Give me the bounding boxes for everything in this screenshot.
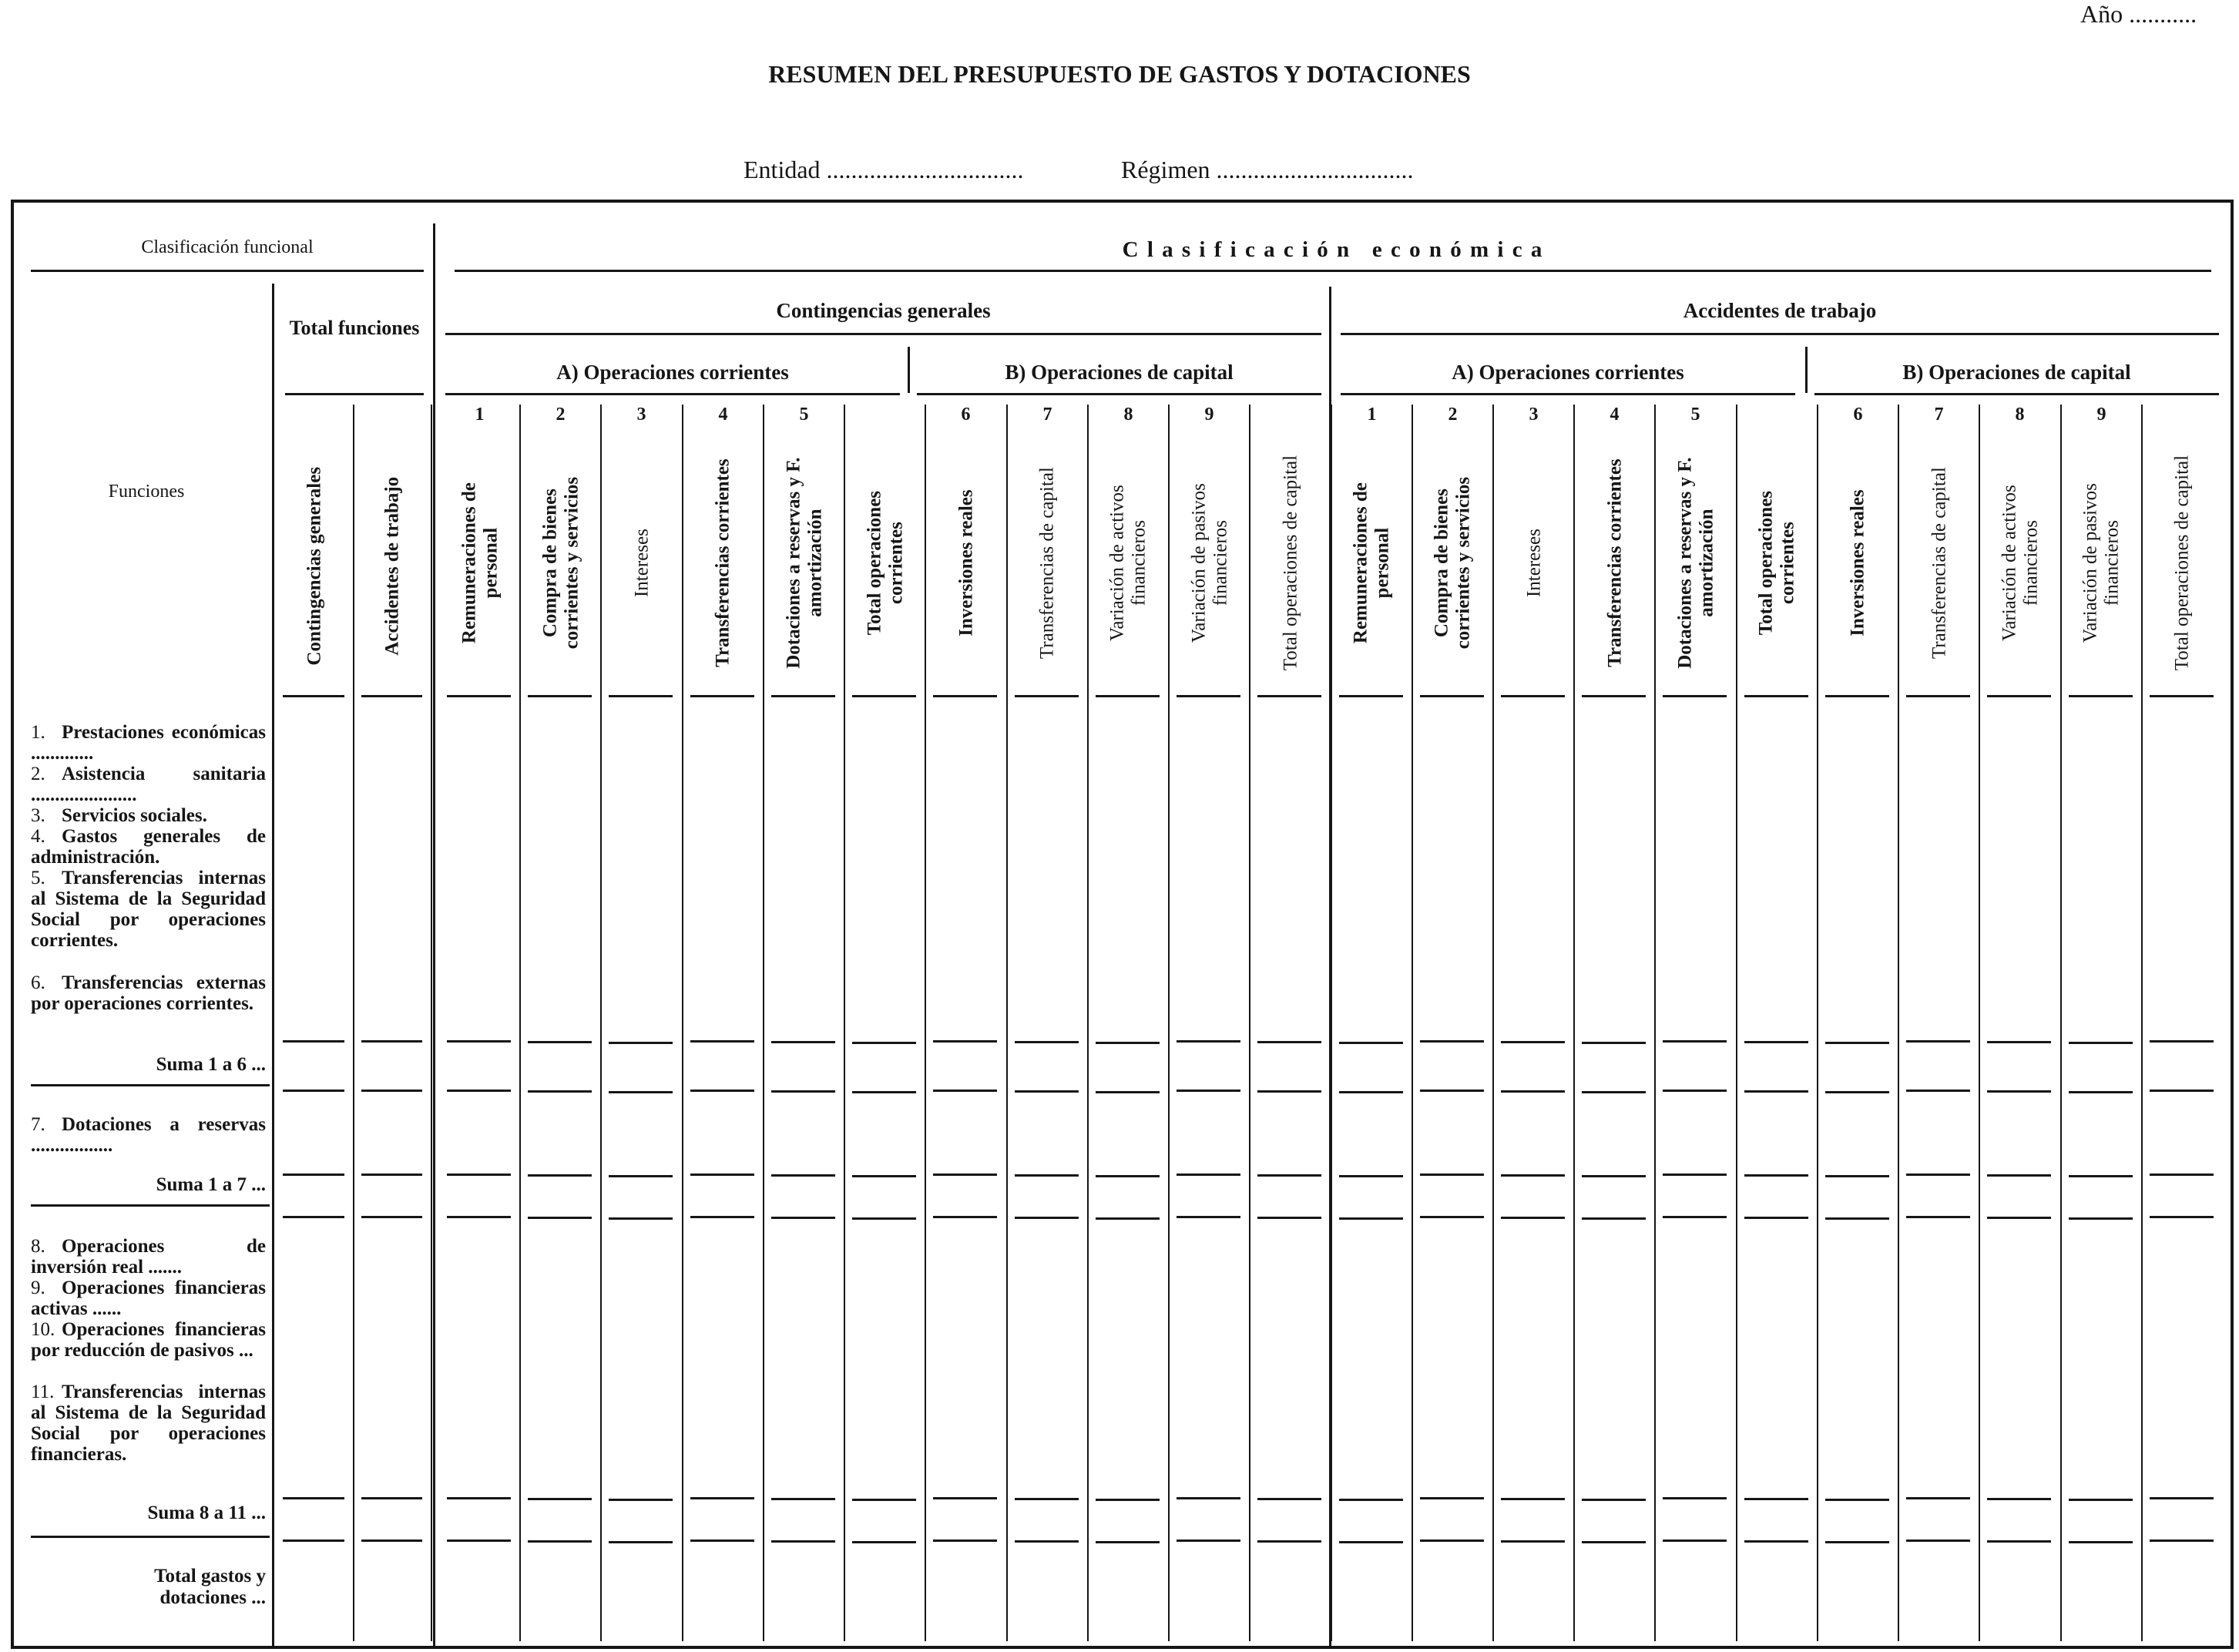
row-dash — [1015, 1540, 1079, 1543]
econ-col-divider — [1492, 405, 1494, 1641]
econ-col-label: Total operaciones de capital — [1279, 455, 1301, 671]
row-transferencias-externas: 6. Transferencias externas por operaciones corrientes. — [31, 972, 266, 1014]
row-dash — [1177, 1216, 1240, 1218]
row-dash — [1339, 1541, 1403, 1543]
row-dash — [1257, 1540, 1321, 1543]
econ-col-label: Variación de pasivos financieros — [2080, 483, 2123, 643]
row-dash — [1420, 1090, 1484, 1092]
econ-col-divider — [1331, 405, 1332, 1641]
row-asistencia: 2. Asistencia sanitaria ...................... — [31, 764, 266, 805]
row-transferencias-financieras: 11. Transferencias internas al Sistema de la Seguridad Social por operaciones financieras. — [31, 1382, 266, 1465]
header-underline — [2150, 695, 2214, 697]
header-underline — [1015, 695, 1079, 697]
econ-col-divider — [519, 405, 521, 1641]
row-dash — [690, 1174, 754, 1176]
row-dash — [1339, 1091, 1403, 1093]
econ-col-divider — [1979, 405, 1980, 1641]
subgroup-at-capital: B) Operaciones de capital — [1902, 361, 2131, 384]
row-dash — [1257, 1498, 1321, 1500]
group-accidentes: Accidentes de trabajo — [1683, 299, 1877, 322]
header-underline — [852, 695, 916, 697]
row-dash — [609, 1091, 673, 1093]
row-dash — [690, 1216, 754, 1218]
row-dash — [1825, 1175, 1889, 1177]
header-underline — [283, 695, 344, 697]
rule-row-sum17 — [31, 1204, 270, 1207]
row-dash — [1906, 1090, 1970, 1092]
row-dash — [1177, 1540, 1240, 1542]
header-underline — [2069, 695, 2133, 697]
subgroup-cg-corrientes: A) Operaciones corrientes — [556, 361, 789, 384]
row-dash — [852, 1175, 916, 1177]
row-dash — [528, 1217, 592, 1219]
economic-header: C l a s i f i c a c i ó n e c o n ó m i c a — [1122, 237, 1544, 262]
econ-col-label: Inversiones reales — [955, 489, 976, 637]
row-dash — [1582, 1175, 1646, 1177]
row-dash — [852, 1499, 916, 1501]
row-dash — [1663, 1090, 1727, 1092]
header-underline — [609, 695, 673, 697]
rule-row-sum16 — [31, 1084, 270, 1086]
row-dash — [1663, 1497, 1727, 1499]
row-dash — [447, 1216, 511, 1218]
row-dash — [933, 1090, 997, 1092]
row-dash — [1015, 1041, 1079, 1043]
row-dash — [1339, 1175, 1403, 1177]
row-dash — [2069, 1541, 2133, 1543]
rule-sub-3 — [1341, 393, 1795, 395]
row-dash — [771, 1498, 835, 1500]
row-dash — [1663, 1540, 1727, 1542]
econ-col-divider — [1412, 405, 1413, 1641]
rule-sub-1 — [445, 393, 900, 395]
col-number: 3 — [636, 405, 646, 425]
row-dash — [1582, 1091, 1646, 1093]
row-dash — [2069, 1499, 2133, 1501]
col-number: 6 — [961, 405, 971, 425]
year-label: Año ........... — [2080, 0, 2197, 28]
row-dash — [1257, 1217, 1321, 1219]
econ-col-divider — [1249, 405, 1250, 1641]
header-underline — [1501, 695, 1565, 697]
econ-col-divider — [925, 405, 926, 1641]
row-dash — [1663, 1040, 1727, 1043]
row-dash — [1096, 1499, 1160, 1501]
functions-label: Funciones — [108, 482, 185, 502]
row-dash — [771, 1041, 835, 1043]
row-dash — [1420, 1497, 1484, 1499]
econ-col-divider — [1006, 405, 1008, 1641]
econ-col-label: Total operaciones corrientes — [1755, 491, 1798, 636]
econ-col-label: Intereses — [1522, 529, 1544, 598]
row-dash — [1096, 1217, 1160, 1220]
row-dash — [1744, 1041, 1808, 1043]
row-dash — [1744, 1174, 1808, 1177]
row-dash — [283, 1497, 344, 1499]
header-underline — [1987, 695, 2051, 697]
table-left-border — [11, 200, 14, 1649]
row-dash — [1420, 1216, 1484, 1218]
rule-total — [285, 393, 424, 395]
row-dash — [1501, 1041, 1565, 1043]
col-number: 2 — [556, 405, 566, 425]
header-underline — [1339, 695, 1403, 697]
row-dash — [2069, 1091, 2133, 1093]
row-dash — [1825, 1217, 1889, 1220]
col-number: 1 — [475, 405, 485, 425]
row-dash — [447, 1090, 511, 1092]
row-dash — [1177, 1040, 1240, 1043]
row-dash — [1663, 1174, 1727, 1176]
header-underline — [447, 695, 511, 697]
row-dash — [361, 1090, 423, 1092]
header-underline — [528, 695, 592, 697]
header-underline — [1096, 695, 1160, 697]
econ-col-label: Dotaciones a reservas y F. amortización — [1674, 457, 1717, 670]
header-underline — [933, 695, 997, 697]
row-dash — [447, 1174, 511, 1176]
col-number: 5 — [1690, 405, 1700, 425]
row-dash — [1501, 1217, 1565, 1219]
row-dash — [361, 1216, 423, 1218]
row-dash — [1257, 1174, 1321, 1177]
row-financieras-activas: 9. Operaciones financieras activas ...... — [31, 1278, 266, 1319]
econ-col-label: Compra de bienes corrientes y servicios — [1431, 477, 1474, 650]
sum-1-7: Suma 1 a 7 ... — [156, 1174, 266, 1195]
header-underline — [1582, 695, 1646, 697]
row-dash — [1096, 1541, 1160, 1543]
row-dash — [1906, 1174, 1970, 1176]
econ-col-label: Intereses — [631, 529, 653, 598]
row-dash — [1582, 1541, 1646, 1543]
row-dash — [771, 1090, 835, 1093]
row-dash — [1987, 1540, 2051, 1543]
header-underline — [1663, 695, 1727, 697]
row-dash — [283, 1216, 344, 1218]
row-dash — [1906, 1497, 1970, 1499]
row-dash — [1177, 1174, 1240, 1176]
row-dash — [1825, 1091, 1889, 1093]
group-contingencias: Contingencias generales — [776, 299, 991, 322]
sum-1-6: Suma 1 a 6 ... — [156, 1054, 266, 1075]
row-dash — [1257, 1041, 1321, 1043]
row-dash — [1987, 1217, 2051, 1219]
row-dash — [1744, 1498, 1808, 1500]
row-dash — [690, 1497, 754, 1499]
econ-col-label: Transferencias corrientes — [712, 458, 733, 668]
row-dash — [1825, 1541, 1889, 1543]
row-dash — [1501, 1540, 1565, 1543]
row-dash — [1906, 1216, 1970, 1218]
row-dash — [447, 1497, 511, 1499]
header-underline — [1906, 695, 1970, 697]
row-dash — [1177, 1497, 1240, 1499]
row-dash — [1096, 1042, 1160, 1044]
col-number: 2 — [1448, 405, 1458, 425]
row-dash — [690, 1040, 754, 1043]
row-dash — [361, 1497, 423, 1499]
econ-col-label: Compra de bienes corrientes y servicios — [539, 477, 582, 650]
divider-total — [433, 223, 435, 1646]
row-dash — [690, 1090, 754, 1092]
row-dash — [1744, 1217, 1808, 1219]
econ-col-label: Variación de activos financieros — [1998, 485, 2041, 642]
col-number: 4 — [718, 405, 728, 425]
row-dash — [283, 1540, 344, 1542]
col-number: 9 — [1204, 405, 1214, 425]
row-dash — [528, 1498, 592, 1500]
total-col-divider — [353, 405, 354, 1641]
row-dash — [609, 1175, 673, 1177]
row-dash — [2150, 1216, 2214, 1218]
row-dash — [933, 1174, 997, 1176]
row-dash — [933, 1040, 997, 1043]
econ-col-label: Variación de activos financieros — [1106, 485, 1150, 642]
header-underline — [1744, 695, 1808, 697]
econ-col-divider — [682, 405, 683, 1641]
row-dash — [2150, 1540, 2214, 1542]
row-dash — [1015, 1090, 1079, 1093]
row-dash — [1339, 1217, 1403, 1220]
row-dash — [1744, 1090, 1808, 1093]
col-number: 7 — [1934, 405, 1944, 425]
row-dash — [852, 1217, 916, 1220]
row-dash — [1744, 1540, 1808, 1543]
rule-sub-4 — [1814, 393, 2219, 395]
row-dash — [361, 1040, 423, 1043]
row-dash — [1987, 1498, 2051, 1500]
row-dash — [1825, 1499, 1889, 1501]
table-bottom-border — [11, 1646, 2234, 1649]
row-dash — [933, 1216, 997, 1218]
econ-col-divider — [600, 405, 602, 1641]
regime-field[interactable]: Régimen ................................ — [1121, 156, 1414, 183]
row-dash — [1987, 1090, 2051, 1093]
econ-col-label: Remuneraciones de personal — [1350, 482, 1393, 644]
row-dash — [609, 1217, 673, 1220]
econ-col-divider — [844, 405, 845, 1641]
row-dash — [1663, 1216, 1727, 1218]
col-number: 6 — [1853, 405, 1863, 425]
row-dash — [609, 1541, 673, 1543]
row-dash — [528, 1174, 592, 1177]
page-title: RESUMEN DEL PRESUPUESTO DE GASTOS Y DOTACIONES — [768, 60, 1471, 88]
row-dash — [1420, 1040, 1484, 1043]
col-number: 3 — [1529, 405, 1539, 425]
header-underline — [1420, 695, 1484, 697]
row-inversion: 8. Operaciones de inversión real ....... — [31, 1236, 266, 1278]
row-dotaciones: 7. Dotaciones a reservas ................. — [31, 1114, 266, 1156]
subgroup-at-corrientes: A) Operaciones corrientes — [1452, 361, 1684, 384]
row-dash — [2150, 1497, 2214, 1499]
row-dash — [1339, 1042, 1403, 1044]
row-dash — [1906, 1540, 1970, 1542]
header-underline — [690, 695, 754, 697]
row-dash — [361, 1540, 423, 1542]
econ-col-label: Transferencias de capital — [1928, 467, 1949, 660]
header-underline — [1257, 695, 1321, 697]
econ-col-divider — [1736, 405, 1737, 1641]
econ-col-divider — [1898, 405, 1899, 1641]
header-underline — [1825, 695, 1889, 697]
rule-functional — [31, 270, 424, 272]
econ-col-divider — [1087, 405, 1089, 1641]
row-dash — [1501, 1174, 1565, 1177]
total-gastos: Total gastos y dotaciones ... — [154, 1566, 266, 1608]
row-dash — [1015, 1498, 1079, 1500]
econ-col-label: Dotaciones a reservas y F. amortización — [782, 457, 825, 670]
row-dash — [1906, 1040, 1970, 1043]
total-col-label: Contingencias generales — [303, 467, 324, 666]
econ-col-divider — [2060, 405, 2062, 1641]
econ-col-divider — [763, 405, 764, 1641]
row-dash — [2069, 1042, 2133, 1044]
rule-economic — [455, 270, 2211, 272]
row-dash — [1339, 1499, 1403, 1501]
row-dash — [771, 1217, 835, 1219]
row-dash — [447, 1040, 511, 1043]
econ-col-label: Inversiones reales — [1847, 489, 1868, 637]
sum-8-11: Suma 8 a 11 ... — [147, 1503, 266, 1523]
row-dash — [1420, 1540, 1484, 1542]
row-dash — [1825, 1042, 1889, 1044]
row-dash — [528, 1041, 592, 1043]
row-dash — [361, 1174, 423, 1176]
row-dash — [1420, 1174, 1484, 1176]
row-gastos-generales: 4. Gastos generales de administración. — [31, 826, 266, 868]
econ-col-divider — [1168, 405, 1170, 1641]
rule-group-at — [1341, 333, 2219, 335]
row-dash — [1015, 1217, 1079, 1219]
row-dash — [609, 1499, 673, 1501]
econ-col-label: Total operaciones de capital — [2171, 455, 2193, 671]
row-dash — [2069, 1175, 2133, 1177]
econ-col-divider — [2141, 405, 2143, 1641]
row-dash — [1177, 1090, 1240, 1092]
entity-field[interactable]: Entidad ................................ — [744, 156, 1024, 183]
divider-sub-cg — [908, 347, 910, 393]
row-dash — [852, 1091, 916, 1093]
row-dash — [1987, 1174, 2051, 1177]
row-dash — [283, 1040, 344, 1043]
rule-sub-2 — [917, 393, 1321, 395]
header-underline — [361, 695, 423, 697]
econ-col-divider — [1817, 405, 1818, 1641]
row-dash — [2069, 1217, 2133, 1220]
econ-col-label: Transferencias de capital — [1036, 467, 1058, 660]
row-dash — [771, 1174, 835, 1177]
col-number: 4 — [1610, 405, 1620, 425]
row-dash — [1096, 1091, 1160, 1093]
row-dash — [283, 1174, 344, 1176]
row-dash — [852, 1042, 916, 1044]
econ-col-label: Variación de pasivos financieros — [1187, 483, 1230, 643]
row-servicios: 3. Servicios sociales. — [31, 805, 207, 826]
header-underline — [1177, 695, 1240, 697]
col-number: 8 — [2015, 405, 2025, 425]
row-dash — [1257, 1090, 1321, 1093]
total-functions-header: Total funciones — [289, 317, 420, 339]
row-dash — [2150, 1174, 2214, 1176]
row-dash — [1501, 1090, 1565, 1093]
row-dash — [1096, 1175, 1160, 1177]
rule-group-cg — [445, 333, 1321, 335]
total-col-label: Accidentes de trabajo — [381, 477, 403, 656]
rule-row-sum811 — [31, 1536, 270, 1538]
econ-col-label: Transferencias corrientes — [1603, 458, 1625, 668]
subgroup-cg-capital: B) Operaciones de capital — [1005, 361, 1234, 384]
total-col-divider — [431, 405, 432, 1641]
functional-header: Clasificación funcional — [141, 237, 314, 257]
row-financieras-pasivos: 10. Operaciones financieras por reducción de pasivos ... — [31, 1319, 266, 1361]
table-top-border — [11, 200, 2234, 203]
row-dash — [2150, 1040, 2214, 1043]
divider-sub-at — [1805, 347, 1808, 393]
row-dash — [690, 1540, 754, 1542]
econ-col-label: Remuneraciones de personal — [458, 482, 501, 644]
row-dash — [528, 1540, 592, 1543]
row-dash — [1582, 1499, 1646, 1501]
row-dash — [1582, 1217, 1646, 1220]
col-number: 8 — [1123, 405, 1133, 425]
row-prestaciones: 1. Prestaciones económicas ............. — [31, 722, 266, 764]
row-dash — [1987, 1041, 2051, 1043]
row-dash — [771, 1540, 835, 1543]
table-right-border — [2231, 200, 2234, 1649]
row-dash — [447, 1540, 511, 1542]
row-dash — [933, 1497, 997, 1499]
row-transferencias-internas: 5. Transferencias internas al Sistema de la Seguridad Social por operaciones corrientes. — [31, 868, 266, 951]
col-number: 5 — [799, 405, 809, 425]
col-number: 9 — [2096, 405, 2106, 425]
row-dash — [1582, 1042, 1646, 1044]
econ-col-label: Total operaciones corrientes — [863, 491, 906, 636]
row-dash — [2150, 1090, 2214, 1092]
econ-col-divider — [1573, 405, 1575, 1641]
col-number: 7 — [1042, 405, 1052, 425]
econ-col-divider — [1654, 405, 1656, 1641]
header-underline — [771, 695, 835, 697]
row-dash — [528, 1090, 592, 1093]
row-dash — [609, 1042, 673, 1044]
row-dash — [852, 1541, 916, 1543]
row-dash — [283, 1090, 344, 1092]
row-dash — [933, 1540, 997, 1542]
col-number: 1 — [1367, 405, 1377, 425]
divider-functions — [272, 284, 274, 1646]
row-dash — [1015, 1174, 1079, 1177]
row-dash — [1501, 1498, 1565, 1500]
